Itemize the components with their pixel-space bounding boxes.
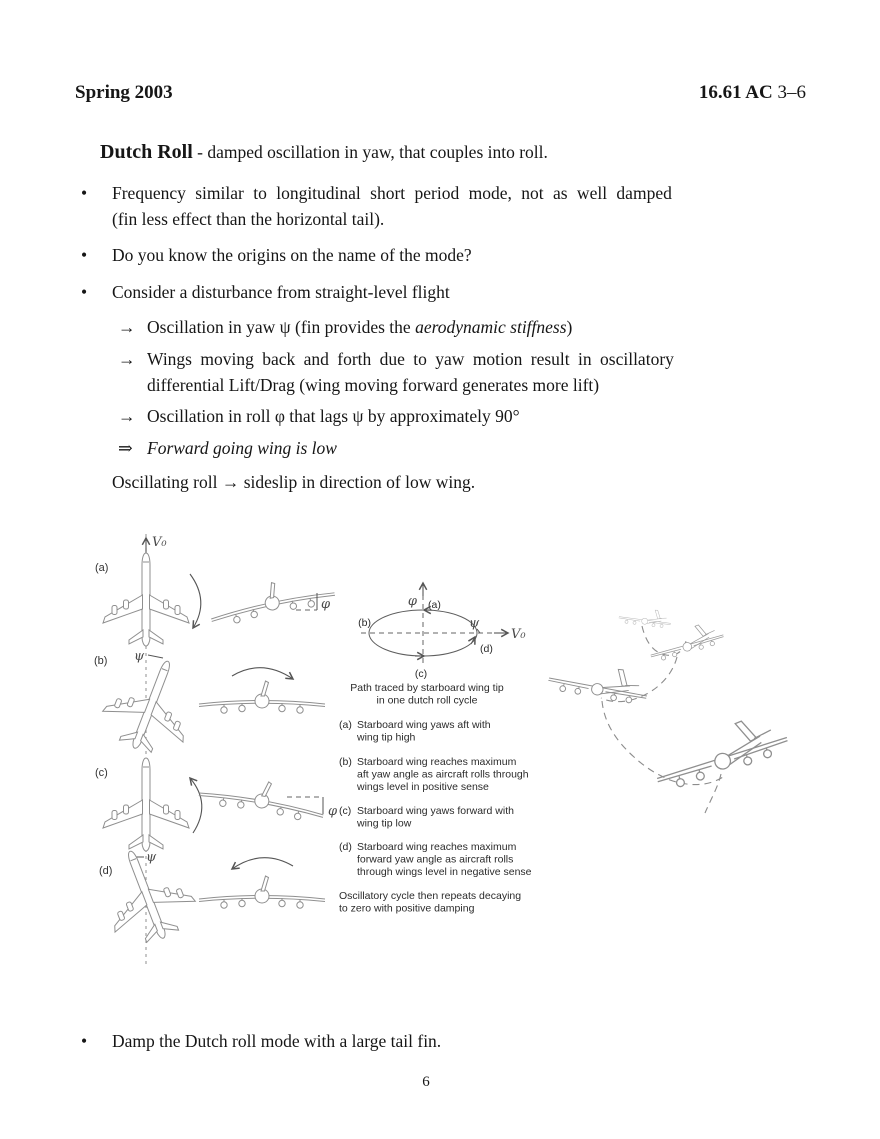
phi-label-c: φ — [328, 804, 338, 819]
subitem2-line1: Wings moving back and forth due to yaw motion result in oscillatory — [147, 349, 674, 369]
phi-label-a: φ — [321, 597, 331, 612]
bullet-glyph: • — [81, 282, 88, 302]
row-label-a: (a) — [95, 562, 109, 574]
wingtip-path-diagram — [350, 583, 526, 707]
page-number: 6 — [422, 1074, 430, 1090]
perspective-airplane-4 — [649, 713, 792, 790]
subitem1-italic: aerodynamic stiffness — [415, 317, 567, 337]
annotation-d-line3: through wings level in negative sense — [357, 866, 532, 878]
perspective-airplane-2 — [647, 621, 726, 662]
annotation-closing-line1: Oscillatory cycle then repeats decaying — [339, 890, 522, 902]
ellipse-a-label: (a) — [428, 599, 441, 611]
annotation-d-line1: Starboard wing reaches maximum — [357, 841, 517, 853]
figure-annotations — [339, 719, 532, 915]
annotation-d-line2: forward yaw angle as aircraft rolls — [357, 853, 514, 866]
yaw-arrow-c — [190, 778, 202, 833]
course-code: 16.61 AC — [698, 82, 773, 103]
v0-label: V₀ — [152, 535, 167, 550]
section-title — [100, 141, 548, 164]
annotation-closing-line2: to zero with positive damping — [339, 902, 475, 915]
subitem4-text: Forward going wing is low — [147, 438, 337, 458]
dutch-roll-perspective-sketch — [546, 602, 792, 813]
annotation-d-label: (d) — [339, 841, 352, 853]
row-label-c: (c) — [95, 767, 108, 779]
frontview-airplane-b — [199, 681, 325, 713]
subitem1-post: ) — [566, 317, 573, 337]
row-label-d: (d) — [99, 865, 113, 877]
annotation-c-label: (c) — [339, 805, 352, 817]
bullet-frequency-line1: Frequency similar to longitudinal short period mode, not as well damped — [112, 183, 672, 203]
perspective-airplane-3 — [546, 650, 652, 716]
ellipse-psi-label: ψ — [469, 616, 480, 631]
wingtip-trace-1 — [642, 626, 686, 655]
ellipse-phi-label: φ — [407, 594, 417, 609]
annotation-b-line2: aft yaw angle as aircraft rolls through — [357, 768, 529, 781]
annotation-c-line1: Starboard wing yaws forward with — [357, 805, 514, 817]
annotation-b-line3: wings level in positive sense — [357, 781, 489, 793]
roll-arrow-d — [232, 858, 293, 869]
bullet-glyph: • — [81, 245, 88, 265]
arrow-glyph: → — [118, 406, 136, 426]
bullet-glyph: • — [81, 1031, 88, 1051]
psi-label-b: ψ — [134, 649, 145, 664]
dutch-roll-diagram — [90, 530, 830, 980]
yaw-arrow-a — [190, 574, 201, 628]
bullet-frequency-line2: (fin less effect than the horizontal tail). — [112, 209, 385, 229]
dutch-roll-figure — [90, 530, 830, 980]
annotation-a-line2: wing tip high — [357, 731, 416, 744]
subitem1-pre: Oscillation in yaw ψ (fin provides the — [147, 317, 416, 337]
ellipse-caption-line2: in one dutch roll cycle — [376, 694, 478, 707]
annotation-c-line2: wing tip low — [357, 817, 412, 830]
page-header — [75, 82, 806, 104]
course-ref — [699, 82, 806, 104]
subitem2-line2: differential Lift/Drag (wing moving forward generates more lift) — [147, 374, 600, 395]
arrow-glyph: → — [118, 349, 136, 369]
ellipse-caption-line1: Path traced by starboard wing tip — [350, 682, 504, 694]
arrow-glyph: → — [118, 317, 136, 337]
ellipse-d-label: (d) — [480, 643, 493, 655]
ellipse-v0-label: V₀ — [511, 627, 526, 642]
implies-glyph: ⇒ — [118, 438, 133, 458]
annotation-b-label: (b) — [339, 756, 352, 768]
topview-airplane-c — [103, 758, 189, 851]
psi-tick-b — [148, 655, 163, 658]
bullet-damp-text: Damp the Dutch roll mode with a large tail fin. — [112, 1031, 442, 1051]
closing-sentence: Oscillating roll → sideslip in direction of low wing. — [112, 472, 476, 492]
annotation-a-line1: Starboard wing yaws aft with — [357, 719, 491, 731]
topview-airplane-a — [103, 553, 189, 646]
perspective-airplane-1 — [618, 602, 673, 634]
wingtip-trace-3 — [602, 701, 723, 785]
bullet-origins-text: Do you know the origins on the name of the mode? — [112, 245, 472, 265]
title-term: Dutch Roll — [100, 141, 193, 163]
ellipse-b-label: (b) — [358, 617, 371, 629]
ellipse-c-label: (c) — [414, 668, 428, 680]
annotation-b-line1: Starboard wing reaches maximum — [357, 756, 517, 768]
psi-label-d: ψ — [146, 850, 157, 865]
frontview-airplane-d — [199, 876, 325, 908]
topview-airplane-b — [94, 646, 208, 764]
lecture-page-ref: 3–6 — [777, 82, 806, 103]
roll-arrow-b — [232, 668, 293, 679]
title-rest: - damped oscillation in yaw, that couples into roll. — [192, 142, 548, 162]
bullet-disturbance-text: Consider a disturbance from straight-level flight — [112, 282, 450, 302]
bullet-glyph: • — [81, 183, 88, 203]
annotation-a-label: (a) — [339, 719, 352, 731]
subitem3-text: Oscillation in roll φ that lags ψ by approximately 90° — [147, 406, 520, 426]
row-label-b: (b) — [94, 655, 108, 667]
term-label: Spring 2003 — [75, 82, 173, 103]
